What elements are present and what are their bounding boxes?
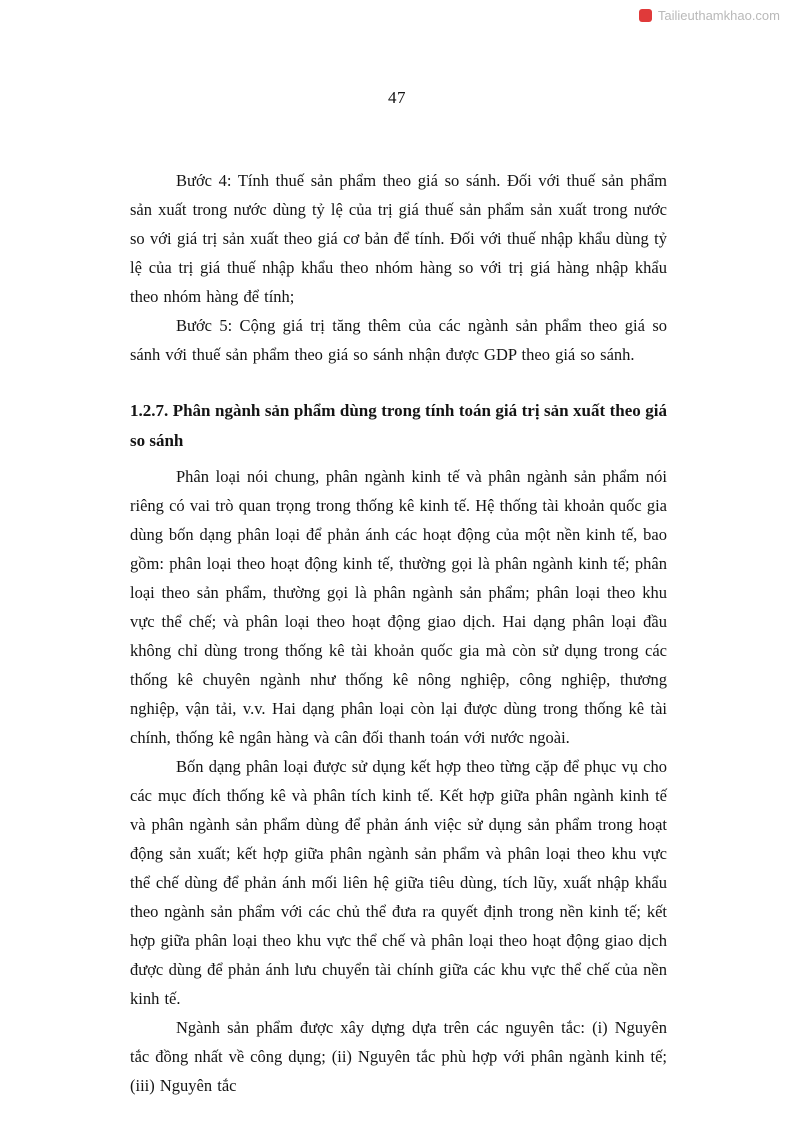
paragraph-classification-pairs: Bốn dạng phân loại được sử dụng kết hợp theo từng cặp để phục vụ cho các mục đích thống kê và phân tích kinh tế. Kết hợp giữa phân ngành kinh tế và phân ngành sản phẩm dùng để phản ánh việc sử dụng sản phẩm trong hoạt động sản xuất; kết hợp giữa phân ngành sản phẩm và phân loại theo khu vực thể chế dùng để phản ánh mối liên hệ giữa tiêu dùng, tích lũy, xuất nhập khẩu theo ngành sản phẩm với các chủ thể đưa ra quyết định trong nền kinh tế; kết hợp giữa phân loại theo khu vực thể chế và phân loại theo hoạt động giao dịch được dùng để phản ánh lưu chuyển tài chính giữa các khu vực thể chế của nền kinh tế. [130, 757, 667, 1008]
paragraph-principles: Ngành sản phẩm được xây dựng dựa trên các nguyên tắc: (i) Nguyên tắc đồng nhất về công dụng; (ii) Nguyên tắc phù hợp với phân ngành kinh tế; (iii) Nguyên tắc [130, 1018, 667, 1095]
paragraph-step-5: Bước 5: Cộng giá trị tăng thêm của các ngành sản phẩm theo giá so sánh với thuế sản phẩm theo giá so sánh nhận được GDP theo giá so sánh. [130, 316, 667, 364]
watermark-text: Tailieuthamkhao.com [657, 8, 780, 23]
watermark [639, 8, 780, 23]
section-heading: 1.2.7. Phân ngành sản phẩm dùng trong tính toán giá trị sản xuất theo giá so sánh [130, 401, 667, 450]
paragraph-step-4: Bước 4: Tính thuế sản phẩm theo giá so sánh. Đối với thuế sản phẩm sản xuất trong nước dùng tỷ lệ của trị giá thuế sản phẩm sản xuất trong nước so với giá trị sản xuất theo giá cơ bản để tính. Đối với thuế nhập khẩu dùng tỷ lệ của trị giá thuế nhập khẩu theo nhóm hàng so với trị giá hàng nhập khẩu theo nhóm hàng để tính; [130, 171, 667, 306]
paragraph-classification-intro: Phân loại nói chung, phân ngành kinh tế và phân ngành sản phẩm nói riêng có vai trò quan trọng trong thống kê kinh tế. Hệ thống tài khoản quốc gia dùng bốn dạng phân loại để phản ánh các hoạt động của một nền kinh tế, bao gồm: phân loại theo hoạt động kinh tế, thường gọi là phân ngành kinh tế; phân loại theo sản phẩm, thường gọi là phân ngành sản phẩm; phân loại theo khu vực thể chế; và phân loại theo hoạt động giao dịch. Hai dạng phân loại đầu không chỉ dùng trong thống kê tài khoản quốc gia mà còn sử dụng trong các thống kê chuyên ngành như thống kê nông nghiệp, công nghiệp, thương nghiệp, vận tải, v.v. Hai dạng phân loại còn lại được dùng trong thống kê tài chính, thống kê ngân hàng và cân đối thanh toán với nước ngoài. [130, 467, 667, 747]
red-bookmark-icon [639, 9, 652, 22]
document-body [130, 166, 667, 1100]
page-number: 47 [388, 88, 406, 107]
